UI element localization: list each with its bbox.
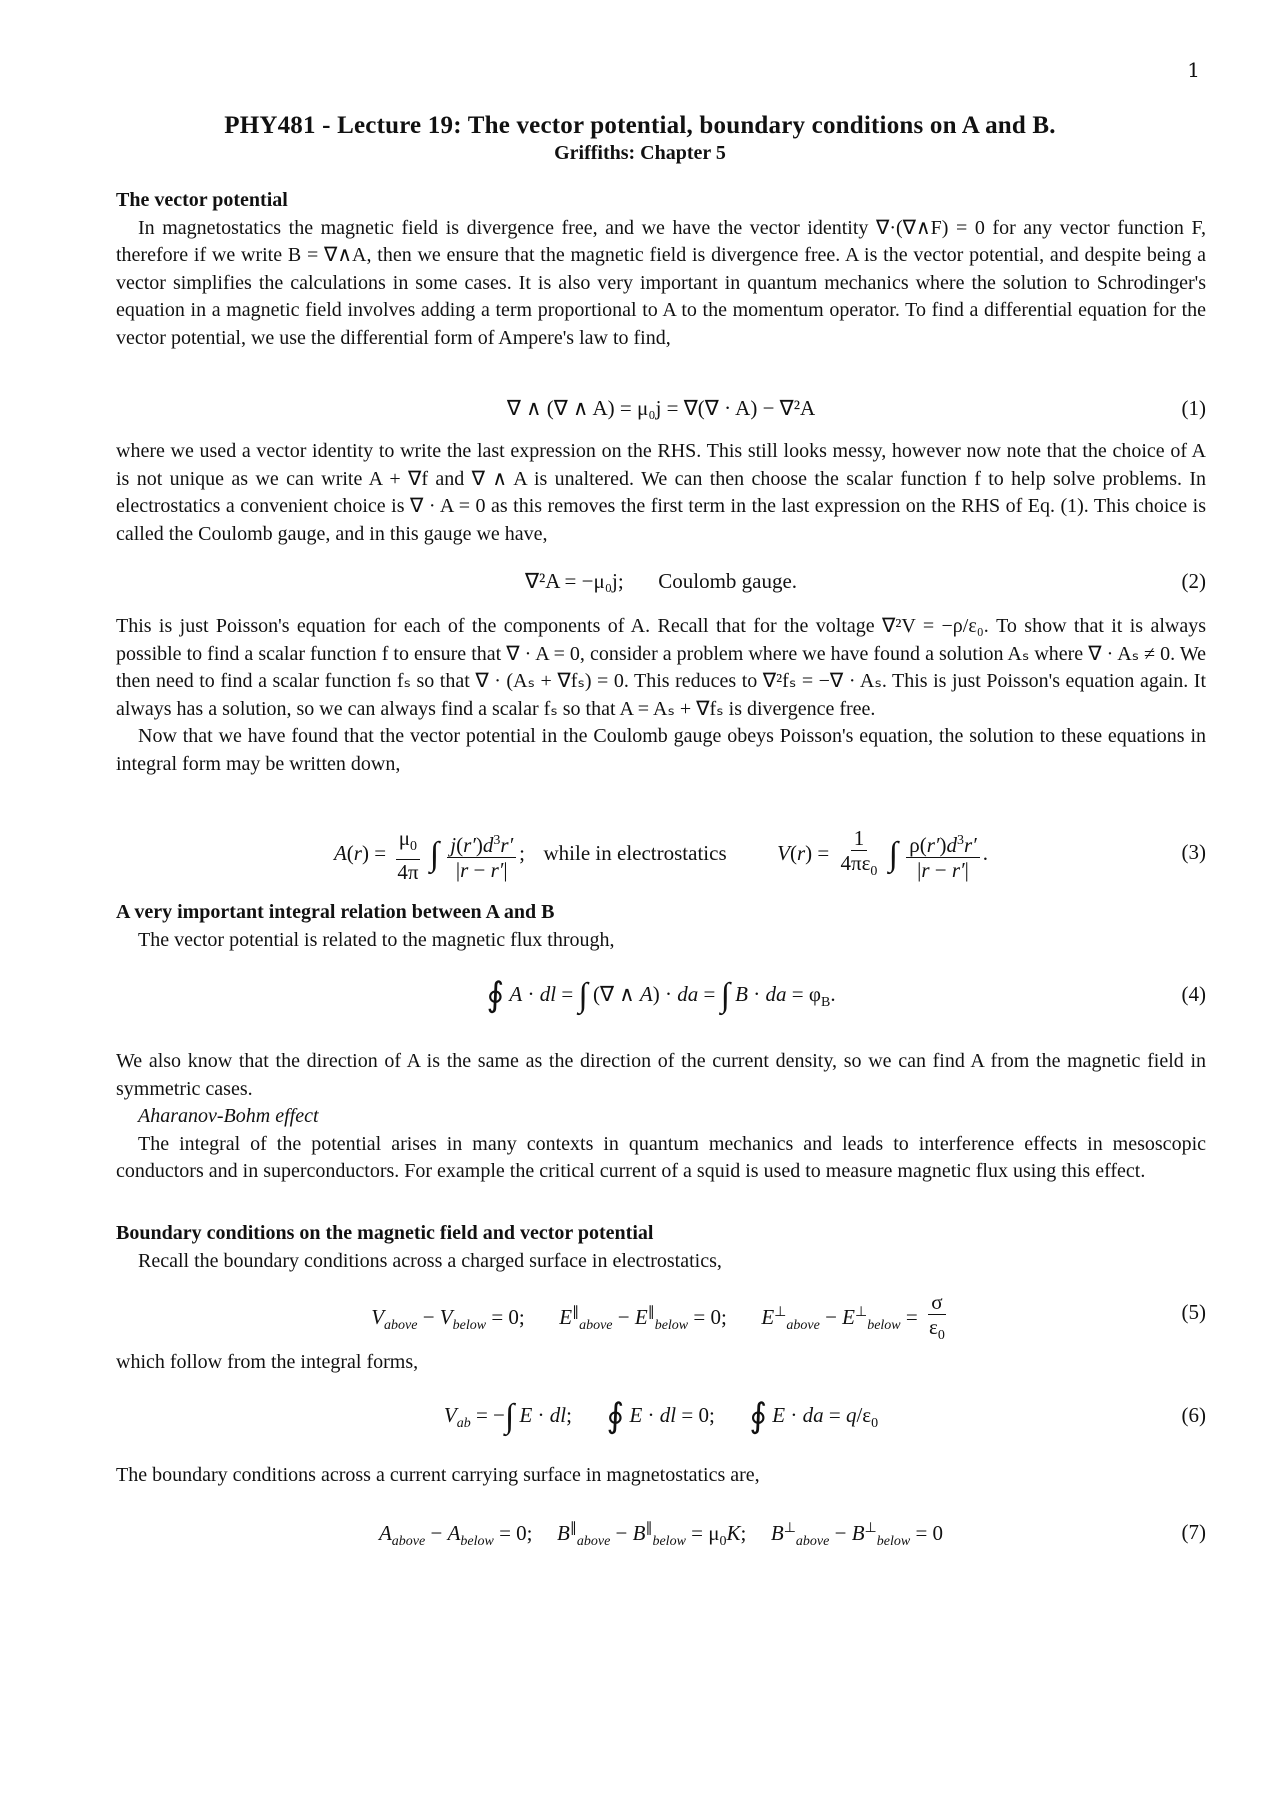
- paragraph-group: [116, 613, 1206, 778]
- equation-3: A(r) = $\frac{\mu_0}{4\pi}$ ∫ $\frac{j(r')d^3r'}{|r - r'|}$ ; while in electrostatics V(r) = $\frac{1}{4\pi\varepsilon_0}$ ∫ $\frac{\rho(r')d^3r'}{|r - r'|}$ . (3): [333, 826, 1206, 885]
- equation-number: (2): [1181, 569, 1206, 593]
- equation-number: (1): [1181, 396, 1206, 420]
- paragraph: In magnetostatics the magnetic field is divergence free, and we have the vector identity ∇·(∇∧F) = 0 for any vector function F, therefore if we write B = ∇∧A, then we ensure that the magnetic field is divergence free. A is the vector potential, and despite being a vector simplifies the calculations in some cases. It is also very important in quantum mechanics where the solution to Schrodinger's equation in a magnetic field involves adding a term proportional to A to the momentum operator. To find a differential equation for the vector potential, we use the differential form of Ampere's law to find,: [116, 216, 1206, 349]
- section-vector-potential: [116, 187, 1206, 352]
- equation-1: [116, 390, 1206, 430]
- equation-text: while in electrostatics: [543, 840, 727, 865]
- paragraph: This is just Poisson's equation for each of the components of A. Recall that for the voltage ∇²V = −ρ/ε₀. To show that it is always possible to find a scalar function f to ensure that ∇ · A = 0, consider a problem where we have found a solution Aₛ where ∇ · Aₛ ≠ 0. We then need to find a scalar function fₛ so that ∇ · (Aₛ + ∇fₛ) = 0. This reduces to ∇²fₛ = −∇ · Aₛ. This is just Poisson's equation again. It always has a solution, so we can always find a scalar fₛ so that A = Aₛ + ∇fₛ is divergence free.: [116, 615, 1206, 720]
- equation-body: ∇ ∧ (∇ ∧ A) = μ₀j = ∇(∇ · A) − ∇²A: [506, 396, 816, 420]
- equation-number: (4): [1181, 982, 1206, 1006]
- equation-2: [116, 563, 1206, 603]
- paragraph: Now that we have found that the vector potential in the Coulomb gauge obeys Poisson's equation, the solution to these equations in integral form may be written down,: [116, 725, 1206, 775]
- section-integral-relation: [116, 899, 1206, 954]
- equation-4: ∮ A · dl = ∫ (∇ ∧ A) · da = ∫ B · da = $\varphi_B$. (4): [486, 977, 1206, 1015]
- paragraph-group: [116, 1048, 1206, 1186]
- equation-number: (6): [1181, 1403, 1206, 1427]
- equation-7: $A_{above} - A_{below} = 0$; $B^\parallel_{above} - B^\parallel_{below} = \mu_0K$; $B^\perp_{above} - B^\perp_{below} = 0$ (7): [378, 1520, 1206, 1550]
- section-heading: A very important integral relation between A and B: [116, 901, 555, 923]
- section-boundary-conditions: [116, 1220, 1206, 1275]
- equation-number: (3): [1181, 840, 1206, 864]
- section-heading: The vector potential: [116, 189, 288, 211]
- section-heading: Boundary conditions on the magnetic field and vector potential: [116, 1222, 654, 1244]
- paragraph: The boundary conditions across a current carrying surface in magnetostatics are,: [116, 1464, 760, 1486]
- equation-6: $V_{ab}$ = −∫ E · dl; ∮ E · dl = 0; ∮ E · da = $q/\varepsilon_0$ (6): [443, 1398, 1206, 1436]
- paragraph: The vector potential is related to the magnetic flux through,: [138, 928, 615, 951]
- paragraph: Recall the boundary conditions across a charged surface in electrostatics,: [138, 1249, 722, 1272]
- equation-5: $V_{above} - V_{below} = 0$; $E^\parallel_{above} - E^\parallel_{below} = 0$; $E^\perp_{above} - E^\perp_{below}$ = $\frac{\sigma}{\varepsilon_0}$ (5): [371, 1290, 1206, 1344]
- equation-body: ∇²A = −μ₀j;: [524, 569, 624, 593]
- subheading: Aharanov-Bohm effect: [138, 1105, 319, 1127]
- paragraph: The integral of the potential arises in many contexts in quantum mechanics and leads to interference effects in mesoscopic conductors and in superconductors. For example the critical current of a squid is used to measure magnetic flux using this effect.: [116, 1132, 1206, 1182]
- page-title: PHY481 - Lecture 19: The vector potential, boundary conditions on A and B.: [224, 112, 1056, 139]
- paragraph: where we used a vector identity to write the last expression on the RHS. This still looks messy, however now note that the choice of A is not unique as we can write A + ∇f and ∇ ∧ A is unaltered. We can then choose the scalar function f to help solve problems. In electrostatics a convenient choice is ∇ · A = 0 as this removes the first term in the last expression on the RHS of Eq. (1). This choice is called the Coulomb gauge, and in this gauge we have,: [116, 440, 1206, 545]
- equation-note: Coulomb gauge.: [658, 569, 798, 593]
- paragraph: which follow from the integral forms,: [116, 1351, 419, 1373]
- equation-number: (7): [1181, 1520, 1206, 1544]
- page-subtitle: Griffiths: Chapter 5: [554, 142, 726, 164]
- paragraph: We also know that the direction of A is the same as the direction of the current density, so we can find A from the magnetic field in symmetric cases.: [116, 1050, 1206, 1100]
- page-number: 1: [1187, 58, 1200, 82]
- equation-number: (5): [1181, 1300, 1206, 1324]
